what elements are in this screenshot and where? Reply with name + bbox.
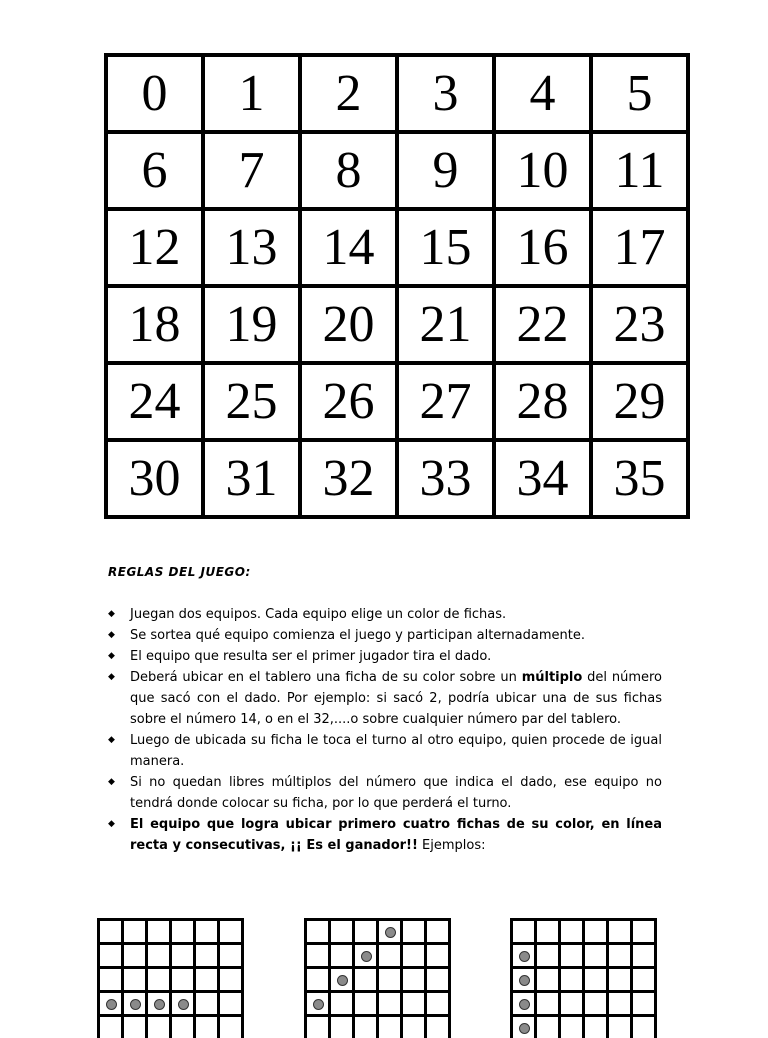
example-cell [330,992,354,1016]
rule-text: El equipo que resulta ser el primer jugador tira el dado. [130,649,491,664]
board-cell: 30 [106,440,203,517]
board-cell: 21 [397,286,494,363]
example-cell [99,944,123,968]
example-cell [306,1016,330,1038]
example-cell [402,920,426,944]
token-chip [519,999,530,1010]
board-row [106,55,688,132]
example-cell [123,992,147,1016]
example-cell [219,944,243,968]
example-cell [426,920,450,944]
example-cell [426,944,450,968]
example-cell [560,1016,584,1038]
example-cell [219,968,243,992]
example-cell [402,1016,426,1038]
example-cell [378,968,402,992]
example-cell [330,920,354,944]
board-cell: 34 [494,440,591,517]
example-board-horizontal [97,918,260,1038]
example-cell [426,968,450,992]
board-cell: 8 [300,132,397,209]
example-cell [632,1016,656,1038]
token-chip [106,999,117,1010]
rule-item [108,625,662,646]
example-cell [584,1016,608,1038]
example-cell [171,992,195,1016]
board-cell: 35 [591,440,688,517]
rule-text-before: Deberá ubicar en el tablero una ficha de su color sobre un [130,670,522,685]
example-cell [306,992,330,1016]
example-cell [330,944,354,968]
example-cell [402,992,426,1016]
example-board-diagonal [304,918,467,1038]
example-cell [219,1016,243,1038]
rule-item [108,667,662,730]
example-cell [195,944,219,968]
example-grid [304,918,451,1038]
rule-text-after: Ejemplos: [418,838,486,853]
example-cell [354,920,378,944]
token-chip [313,999,324,1010]
rule-text: Luego de ubicada su ficha le toca el turno al otro equipo, quien procede de igual manera. [130,733,662,769]
example-cell [306,920,330,944]
example-cell [195,968,219,992]
board-cell: 13 [203,209,300,286]
board-cell: 28 [494,363,591,440]
example-cell [99,992,123,1016]
rule-item [108,772,662,814]
example-cell [147,968,171,992]
example-cell [426,992,450,1016]
example-cell [402,968,426,992]
example-cell [426,1016,450,1038]
board-cell: 10 [494,132,591,209]
board-cell: 18 [106,286,203,363]
example-cell [378,1016,402,1038]
example-cell [512,992,536,1016]
example-cell [512,944,536,968]
board-cell: 23 [591,286,688,363]
example-cell [632,944,656,968]
example-cell [354,944,378,968]
token-chip [361,951,372,962]
example-cell [219,992,243,1016]
token-chip [337,975,348,986]
example-cell [632,968,656,992]
example-cell [560,968,584,992]
example-cell [584,992,608,1016]
example-cell [123,920,147,944]
board-cell: 20 [300,286,397,363]
example-cell [147,1016,171,1038]
rule-text: Si no quedan libres múltiplos del número que indica el dado, ese equipo no tendrá donde colocar su ficha, por lo que perderá el turno. [130,775,662,811]
board-cell: 5 [591,55,688,132]
rule-text-bold: múltiplo [522,670,583,685]
rule-item [108,646,662,667]
board-cell: 1 [203,55,300,132]
example-cell [584,968,608,992]
example-cell [378,944,402,968]
board-cell: 2 [300,55,397,132]
example-cell [536,992,560,1016]
example-cell [402,944,426,968]
board-row [106,132,688,209]
board-cell: 6 [106,132,203,209]
example-cell [306,944,330,968]
token-chip [519,1023,530,1034]
example-cell [608,992,632,1016]
example-cell [171,968,195,992]
board-row [106,363,688,440]
example-cell [354,992,378,1016]
example-cell [171,920,195,944]
rule-item-winner [108,814,662,856]
example-cell [99,920,123,944]
example-cell [171,944,195,968]
number-board [104,53,690,519]
board-cell: 22 [494,286,591,363]
board-cell: 16 [494,209,591,286]
example-cell [608,1016,632,1038]
board-cell: 19 [203,286,300,363]
example-cell [536,944,560,968]
board-cell: 12 [106,209,203,286]
example-cell [512,1016,536,1038]
example-cell [512,968,536,992]
token-chip [385,927,396,938]
example-cell [632,920,656,944]
example-cell [219,920,243,944]
example-cell [536,968,560,992]
example-cell [330,1016,354,1038]
rule-item [108,730,662,772]
board-cell: 17 [591,209,688,286]
example-board-vertical [510,918,673,1038]
board-cell: 3 [397,55,494,132]
board-row [106,209,688,286]
example-grid [510,918,657,1038]
board-cell: 24 [106,363,203,440]
example-cell [123,944,147,968]
example-cell [536,1016,560,1038]
token-chip [519,951,530,962]
example-cell [147,920,171,944]
board-row [106,440,688,517]
example-cell [99,968,123,992]
example-cell [512,920,536,944]
example-cell [123,1016,147,1038]
board-cell: 14 [300,209,397,286]
board-cell: 26 [300,363,397,440]
example-cell [306,968,330,992]
example-cell [584,944,608,968]
example-cell [536,920,560,944]
example-cell [99,1016,123,1038]
example-cell [195,920,219,944]
token-chip [154,999,165,1010]
example-cell [560,920,584,944]
rule-text: Se sortea qué equipo comienza el juego y participan alternadamente. [130,628,585,643]
example-cell [147,992,171,1016]
board-cell: 4 [494,55,591,132]
example-cell [123,968,147,992]
example-cell [195,1016,219,1038]
board-cell: 9 [397,132,494,209]
board-cell: 15 [397,209,494,286]
example-cell [560,944,584,968]
board-cell: 7 [203,132,300,209]
board-row [106,286,688,363]
board-cell: 25 [203,363,300,440]
board-cell: 31 [203,440,300,517]
board-cell: 27 [397,363,494,440]
example-cell [560,992,584,1016]
token-chip [519,975,530,986]
board-cell: 0 [106,55,203,132]
example-cell [330,968,354,992]
rule-item [108,604,662,625]
example-cell [354,968,378,992]
rule-text-after: del número que sacó con el dado. Por ejemplo: si sacó 2, podría ubicar una de sus fichas sobre el número 14, o en el 32,....o sobre cualquier número par del tablero. [130,670,662,727]
example-cell [608,968,632,992]
example-cell [584,920,608,944]
board-cell: 32 [300,440,397,517]
board-cell: 33 [397,440,494,517]
example-grid [97,918,244,1038]
board-cell: 29 [591,363,688,440]
example-cell [608,944,632,968]
example-cell [171,1016,195,1038]
board-cell: 11 [591,132,688,209]
example-cell [378,920,402,944]
example-cell [147,944,171,968]
example-cell [354,1016,378,1038]
example-cell [608,920,632,944]
token-chip [130,999,141,1010]
example-cell [195,992,219,1016]
rule-text: Juegan dos equipos. Cada equipo elige un color de fichas. [130,607,506,622]
rules-list [108,604,662,856]
rules-title: REGLAS DEL JUEGO: [108,565,251,579]
token-chip [178,999,189,1010]
rule-text-bold: El equipo que logra ubicar primero cuatro fichas de su color, en línea recta y consecutivas, ¡¡ Es el ganador!! [130,817,662,853]
example-cell [378,992,402,1016]
example-cell [632,992,656,1016]
